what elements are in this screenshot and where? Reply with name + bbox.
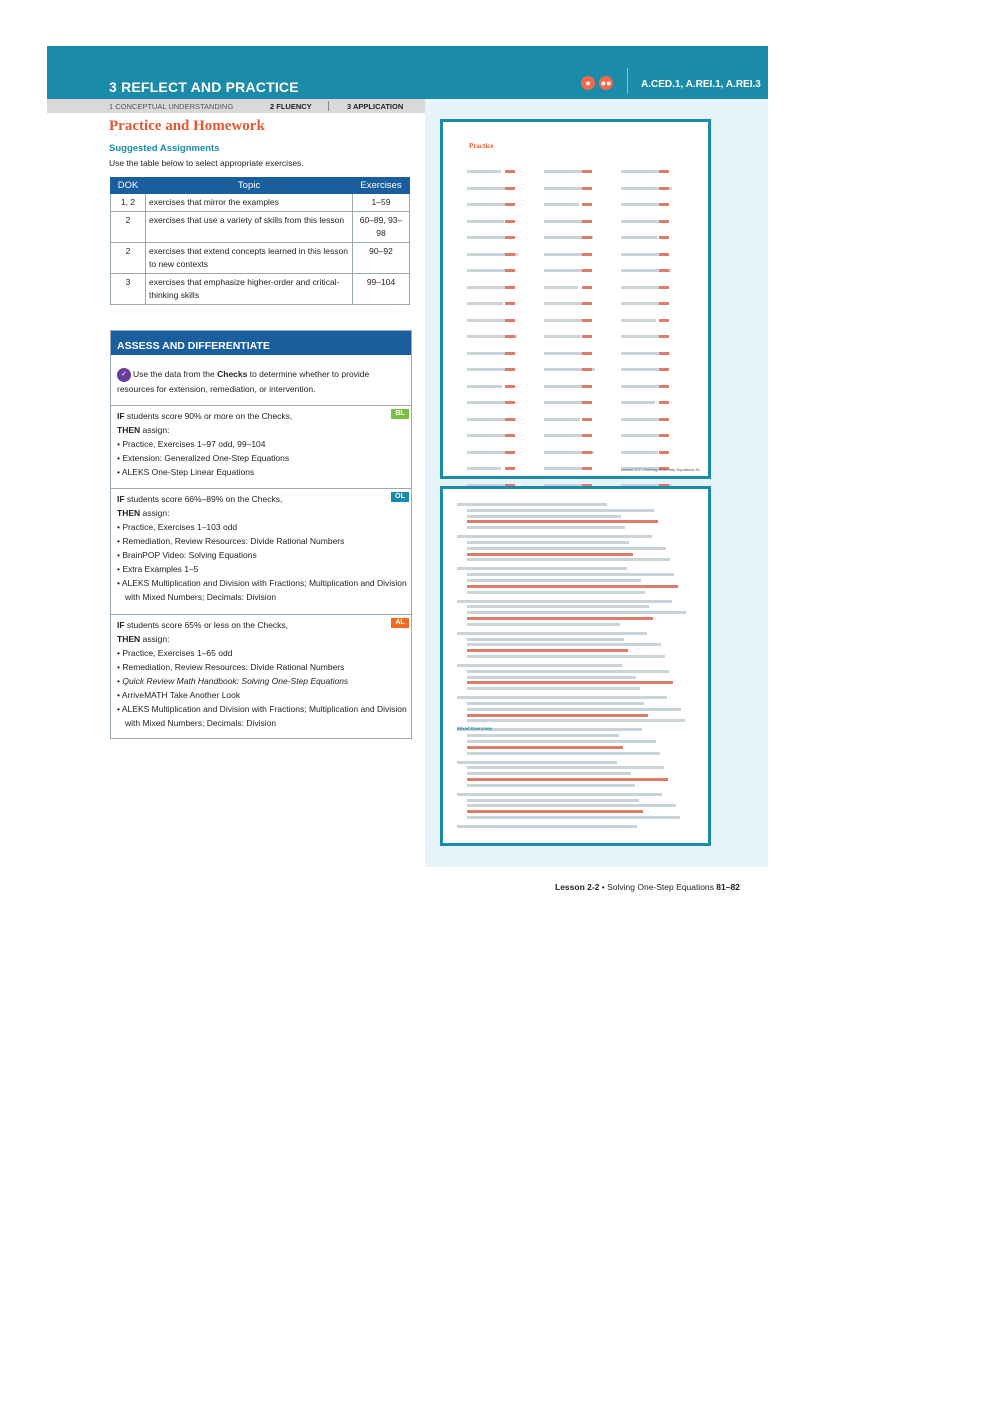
suggested-heading: Suggested Assignments [109,143,220,154]
assess-differentiate-box [110,330,412,739]
banner-title: 3 REFLECT AND PRACTICE [109,79,299,95]
bl-badge: BL [391,409,409,419]
individual-icon: ● [581,76,595,90]
list-item: • Remediation, Review Resources: Divide Rational Numbers [117,662,345,672]
section-banner [47,46,768,99]
grouping-icons [581,76,613,90]
divider [111,488,411,489]
header-dok: DOK [111,178,146,194]
standards-label: A.CED.1, A.REI.1, A.REI.3 [641,79,761,90]
rigor-tabs [47,99,425,113]
list-item: • ALEKS Multiplication and Division with Fractions; Multiplication and Division with Mixed Numbers; Decimals: Division [117,704,407,728]
divider [111,614,411,615]
suggested-text: Use the table below to select appropriate exercises. [109,158,304,168]
list-item: • ALEKS One-Step Linear Equations [117,467,255,477]
tab-fluency: 2 FLUENCY [270,102,312,111]
al-badge: AL [391,618,409,628]
header-topic: Topic [146,178,353,194]
group-icon: ●● [600,78,612,88]
practice-page-thumbnail: Practice Lesson 2-2 • Solving One-Step Equations 81 [440,119,711,479]
list-item: • Practice, Exercises 1–97 odd, 99–104 [117,439,266,449]
tab-conceptual: 1 CONCEPTUAL UNDERSTANDING [109,102,234,111]
assess-heading: ASSESS AND DIFFERENTIATE [111,331,411,355]
list-item: • Remediation, Review Resources: Divide Rational Numbers [117,536,345,546]
tier-on-level: IF students score 66%–89% on the Checks, THEN assign: • Practice, Exercises 1–103 odd • Remediation, Review Resources: Divide Rational Numbers • BrainPOP Video: Solving Equations • Extra Examples 1–5 • ALEKS Multiplication and Division with Fractions; Multiplication and Division with Mixed Numbers; Decimals: Division [117,492,409,604]
tier-approaching: IF students score 65% or less on the Checks, THEN assign: • Practice, Exercises 1–65 odd • Remediation, Review Resources: Divide Rational Numbers • Quick Review Math Handbook: Solving One-Step Equations • ArriveMATH Take Another Look • ALEKS Multiplication and Division with Fractions; Multiplication and Division with Mixed Numbers; Decimals: Division [117,618,409,730]
tier-beyond: IF students score 90% or more on the Checks, THEN assign: • Practice, Exercises 1–97 odd, 99–104 • Extension: Generalized One-Step Equations • ALEKS One-Step Linear Equations [117,409,409,479]
divider [111,405,411,406]
list-item: • ArriveMATH Take Another Look [117,690,241,700]
checks-icon: ✓ [117,368,131,382]
list-item: • Practice, Exercises 1–65 odd [117,648,233,658]
table-row: 2 exercises that extend concepts learned in this lesson to new contexts 90–92 [111,243,410,274]
page-footer: Lesson 2-2 • Solving One-Step Equations 81–82 [555,882,740,892]
tab-divider [328,101,329,111]
table-row: 3 exercises that emphasize higher-order and critical-thinking skills 99–104 [111,274,410,305]
dok-table [110,177,410,305]
list-item: • Extra Examples 1–5 [117,564,199,574]
assess-intro: ✓ Use the data from the Checks to determine whether to provide resources for extension, remediation, or intervention. [117,369,370,394]
list-item: • BrainPOP Video: Solving Equations [117,550,257,560]
list-item: • ALEKS Multiplication and Division with Fractions; Multiplication and Division with Mixed Numbers; Decimals: Division [117,578,407,602]
header-exercises: Exercises [353,178,410,194]
banner-divider [627,68,628,94]
table-row: 1, 2 exercises that mirror the examples 1–59 [111,194,410,212]
ol-badge: OL [391,492,409,502]
table-row: 2 exercises that use a variety of skills from this lesson 60–89, 93–98 [111,212,410,243]
list-item: • Quick Review Math Handbook: Solving One-Step Equations [117,676,349,686]
tab-application: 3 APPLICATION [347,102,404,111]
list-item: • Extension: Generalized One-Step Equations [117,453,290,463]
section-title: Practice and Homework [109,118,265,134]
exercises-page-thumbnail: Mixed Exercises [440,486,711,846]
list-item: • Practice, Exercises 1–103 odd [117,522,238,532]
